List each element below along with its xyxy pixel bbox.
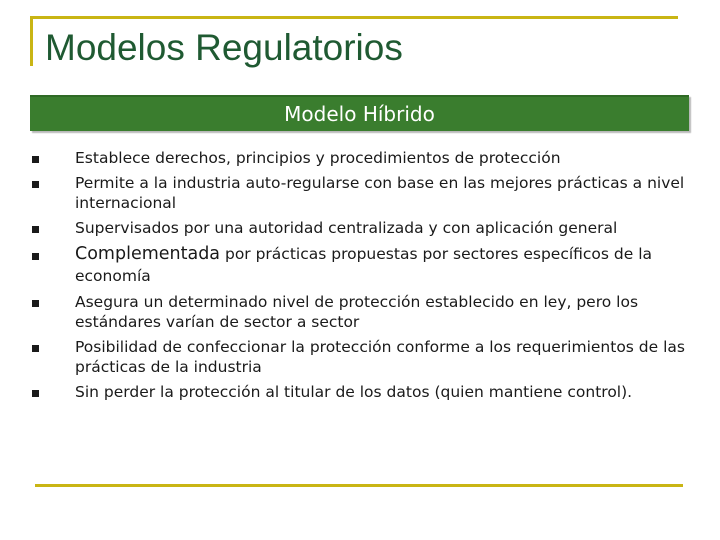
bullet-text: Asegura un determinado nivel de protección establecido en ley, pero los estándares varían de sector a sector [75, 293, 639, 331]
bullet-item [30, 292, 695, 332]
bullet-item [30, 218, 695, 238]
bullet-item [30, 173, 695, 213]
square-bullet-icon [32, 156, 39, 163]
bottom-rule [35, 484, 683, 487]
bullet-text: por prácticas propuestas por sectores específicos de la economía [75, 245, 653, 285]
bullet-item [30, 382, 695, 402]
bullet-lead-text: Complementada [75, 244, 221, 264]
bullet-item [30, 243, 695, 287]
square-bullet-icon [32, 345, 39, 352]
square-bullet-icon [32, 181, 39, 188]
bullet-item [30, 337, 695, 377]
slide-title: Modelos Regulatorios [45, 27, 403, 68]
square-bullet-icon [32, 300, 39, 307]
bullet-text: Sin perder la protección al titular de los datos (quien mantiene control). [75, 383, 633, 401]
frame-left-rule [30, 16, 33, 66]
square-bullet-icon [32, 226, 39, 233]
bullet-text: Establece derechos, principios y procedimientos de protección [75, 149, 561, 167]
square-bullet-icon [32, 253, 39, 260]
bullet-text: Posibilidad de confeccionar la protección conforme a los requerimientos de las prácticas de la industria [75, 338, 685, 376]
bullet-item [30, 148, 695, 168]
section-banner: Modelo Híbrido [30, 95, 689, 131]
bullet-text: Supervisados por una autoridad centralizada y con aplicación general [75, 219, 618, 237]
bullet-list [30, 148, 695, 407]
square-bullet-icon [32, 390, 39, 397]
frame-top-rule [30, 16, 678, 19]
bullet-text: Permite a la industria auto-regularse con base en las mejores prácticas a nivel internacional [75, 174, 685, 212]
